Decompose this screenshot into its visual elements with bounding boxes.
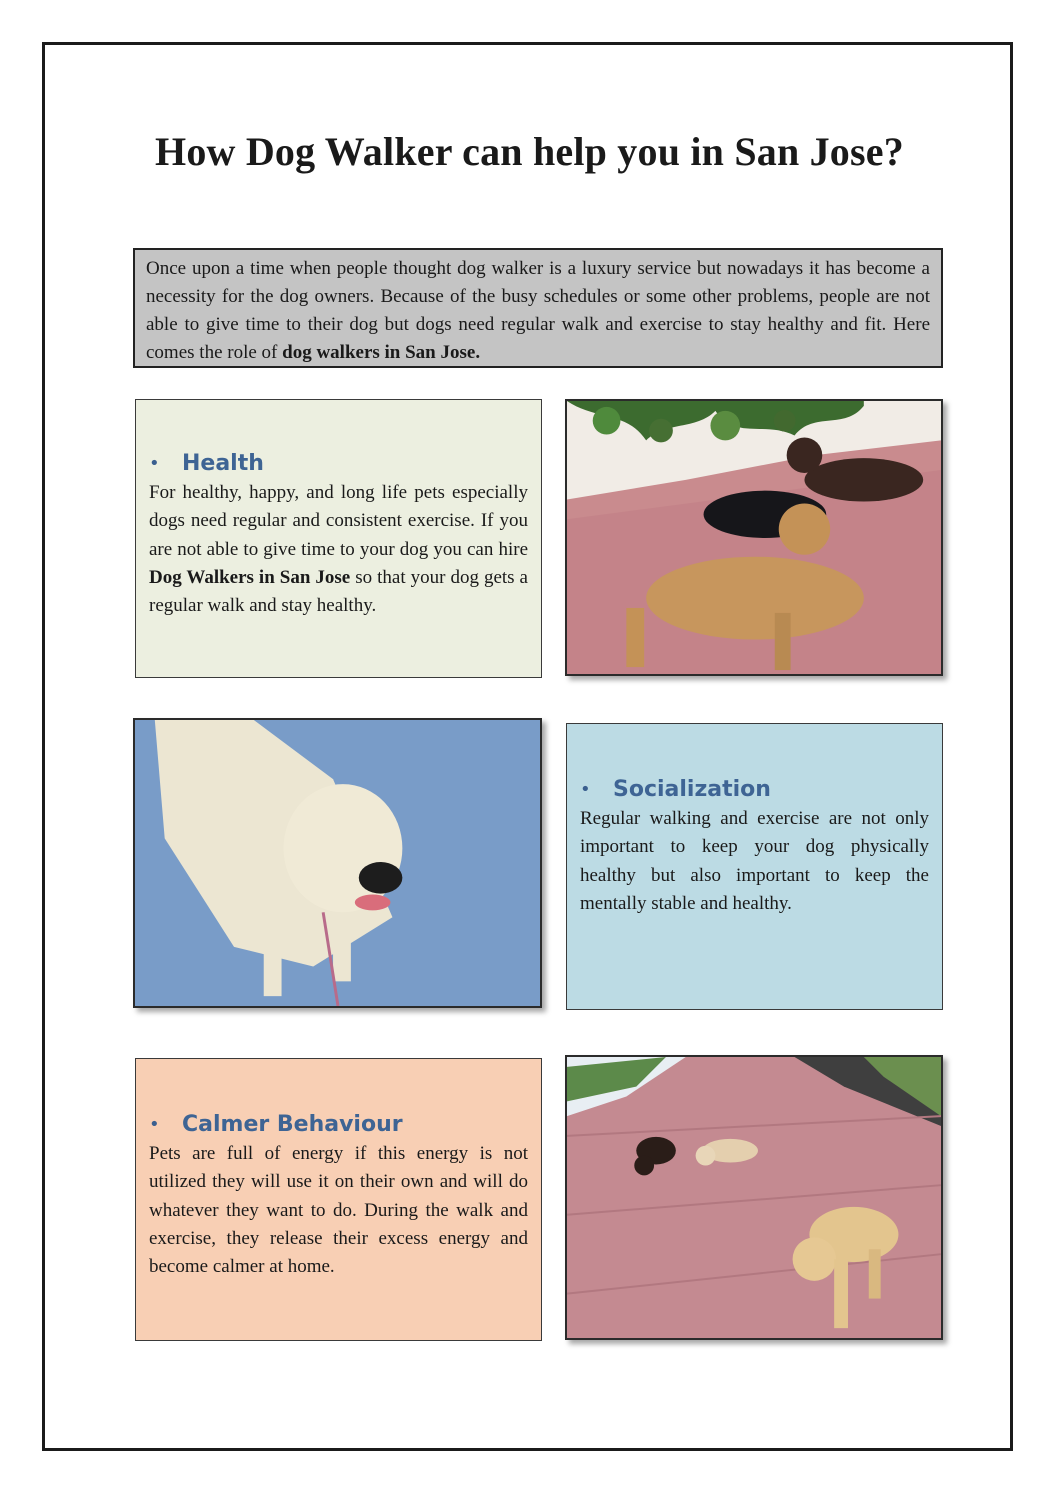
socialization-body: Regular walking and exercise are not only important to keep your dog physically healthy but also important to keep the mentally stable and healthy. [580,808,929,914]
bullet-icon: • [149,1114,160,1135]
calmer-body: Pets are full of energy if this energy is not utilized they will use it on their own and will do whatever they want to do. During the walk and exercise, they release their excess energy and become calmer at home. [149,1143,528,1278]
white-dog-photo [133,718,542,1008]
health-bold-text: Dog Walkers in San Jose [149,566,351,588]
calmer-heading-text: Calmer Behaviour [182,1112,403,1137]
socialization-heading-text: Socialization [613,777,771,802]
health-card [135,399,542,678]
dogs-walkway-photo [565,1055,943,1340]
bullet-icon: • [580,779,591,800]
intro-bold-text: dog walkers in San Jose. [282,342,481,363]
socialization-heading [580,777,929,802]
intro-text: Once upon a time when people thought dog walker is a luxury service but nowadays it has become a necessity for the dog owners. Because of the busy schedules or some other problems, people are not able to give time to their dog but dogs need regular walk and exercise to stay healthy and fit. Here comes the role of [146,258,930,363]
calmer-behaviour-card [135,1058,542,1341]
health-heading [149,451,528,476]
bullet-icon: • [149,453,160,474]
calmer-heading [149,1112,528,1137]
intro-box [133,248,943,368]
page-title: How Dog Walker can help you in San Jose? [155,129,904,174]
health-text-before: For healthy, happy, and long life pets especially dogs need regular and consistent exercise. If you are not able to give time to your dog you can hire [149,482,528,560]
dogs-playing-photo [565,399,943,676]
socialization-card [566,723,943,1010]
health-text-after: so that your dog gets a regular walk and stay healthy. [149,566,528,617]
health-heading-text: Health [182,451,264,476]
health-body [149,479,528,620]
